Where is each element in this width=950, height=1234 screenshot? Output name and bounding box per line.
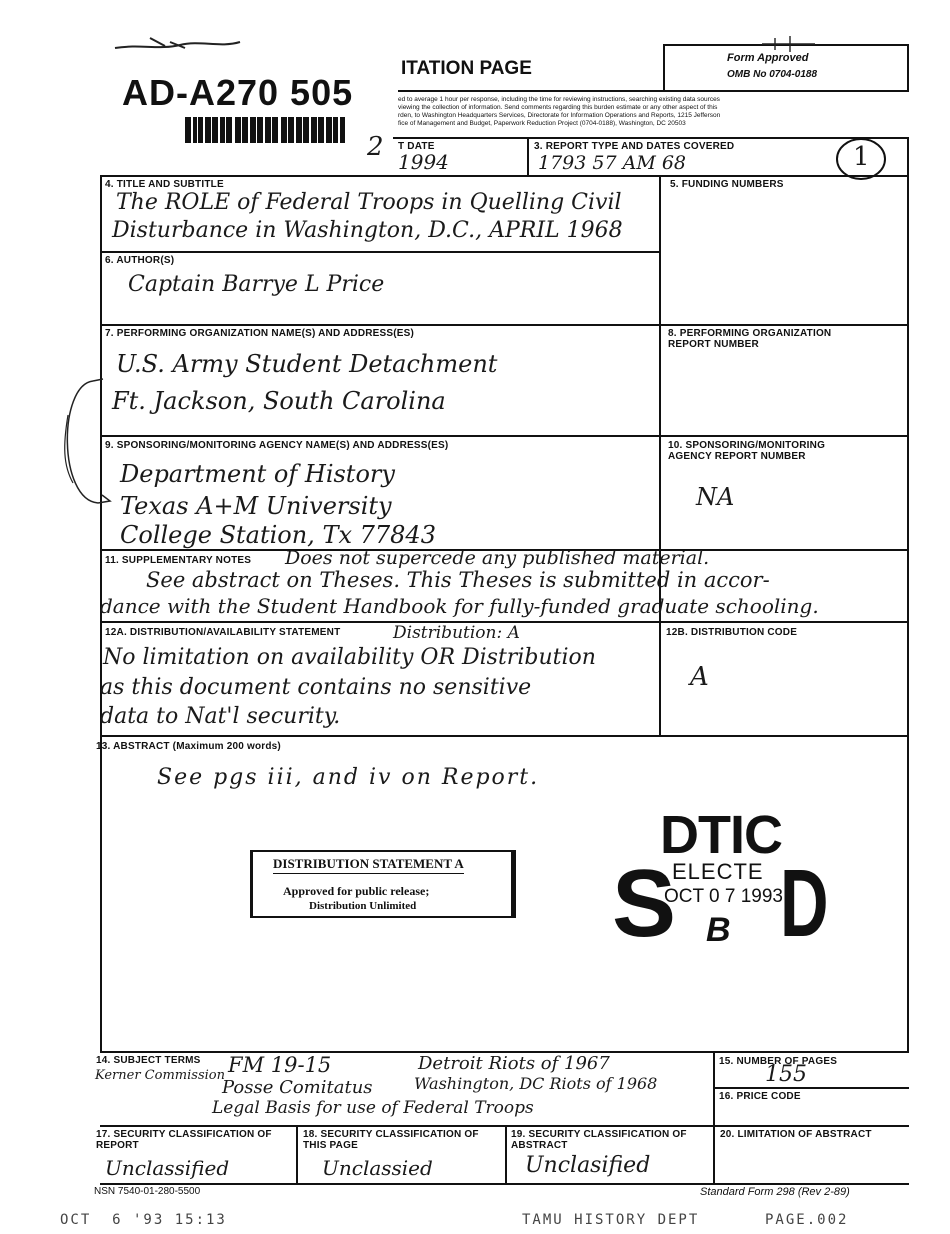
subject-detroit: Detroit Riots of 1967 bbox=[418, 1053, 610, 1074]
dist-stamp-unlimited: Distribution Unlimited bbox=[309, 900, 417, 912]
subject-posse: Posse Comitatus bbox=[222, 1077, 373, 1098]
electe-text: ELECTE bbox=[672, 859, 764, 884]
dist-line-1: No limitation on availability OR Distribution bbox=[103, 645, 596, 670]
barcode bbox=[185, 117, 345, 143]
dist-stamp-approved: Approved for public release; bbox=[283, 884, 430, 898]
fax-dept: TAMU HISTORY DEPT bbox=[522, 1212, 700, 1228]
omb-number: OMB No 0704-0188 bbox=[727, 69, 818, 80]
title-line-1: The ROLE of Federal Troops in Quelling Civil bbox=[116, 190, 622, 215]
sponsor-line-1: Department of History bbox=[120, 460, 395, 488]
dtic-stamp bbox=[610, 805, 840, 958]
sec17-label: 17. SECURITY CLASSIFICATION OF REPORT bbox=[96, 1129, 272, 1151]
perf-report-label: 8. PERFORMING ORGANIZATION REPORT NUMBER bbox=[668, 328, 832, 350]
subject-kerner: Kerner Commission bbox=[95, 1068, 225, 1083]
report-date-label: T DATE bbox=[398, 141, 435, 152]
stamp-date: OCT 0 7 1993 bbox=[664, 886, 784, 907]
standard-form: Standard Form 298 (Rev 2-89) bbox=[700, 1186, 850, 1198]
num-pages-label: 15. NUMBER OF PAGES bbox=[719, 1056, 838, 1067]
dist-label: 12A. DISTRIBUTION/AVAILABILITY STATEMENT bbox=[105, 627, 341, 638]
burden-line-2: viewing the collection of information. Send comments regarding this burden estimate or any other aspect of this bbox=[398, 104, 718, 111]
funding-label: 5. FUNDING NUMBERS bbox=[670, 179, 784, 190]
sponsor-report-value: NA bbox=[696, 483, 735, 511]
supp-line-1: Does not supercede any published material. bbox=[285, 547, 710, 569]
fax-page: PAGE.002 bbox=[765, 1212, 849, 1228]
burden-line-4: fice of Management and Budget, Paperwork Reduction Project (0704-0188), Washington, DC 20503 bbox=[398, 120, 686, 127]
stamp-letter-s: S bbox=[612, 850, 677, 957]
dist-code-value: A bbox=[690, 662, 709, 692]
author-label: 6. AUTHOR(S) bbox=[105, 255, 175, 266]
title-label: 4. TITLE AND SUBTITLE bbox=[105, 179, 224, 190]
nsn-number: NSN 7540-01-280-5500 bbox=[94, 1186, 201, 1197]
dist-stamp-title: DISTRIBUTION STATEMENT A bbox=[273, 856, 464, 874]
fax-date: OCT 6 '93 15:13 bbox=[60, 1212, 227, 1228]
burden-line-1: ed to average 1 hour per response, including the time for reviewing instructions, searching existing data sources bbox=[398, 96, 720, 103]
subject-label: 14. SUBJECT TERMS bbox=[96, 1055, 201, 1066]
limit-label: 20. LIMITATION OF ABSTRACT bbox=[720, 1129, 872, 1140]
dist-inline: Distribution: A bbox=[393, 623, 520, 643]
subject-legal: Legal Basis for use of Federal Troops bbox=[212, 1098, 534, 1118]
report-date-value: 1994 bbox=[398, 150, 449, 174]
price-code-label: 16. PRICE CODE bbox=[719, 1091, 801, 1102]
top-right-scribble bbox=[760, 34, 820, 54]
circled-number-value: 1 bbox=[853, 142, 870, 172]
sponsor-line-2: Texas A+M University bbox=[120, 492, 392, 520]
dist-line-2: as this document contains no sensitive bbox=[100, 675, 532, 700]
dtic-text: DTIC bbox=[660, 805, 782, 865]
dist-line-3: data to Nat'l security. bbox=[100, 704, 341, 729]
perf-org-line-1: U.S. Army Student Detachment bbox=[116, 350, 498, 378]
sec18-label: 18. SECURITY CLASSIFICATION OF THIS PAGE bbox=[303, 1129, 479, 1151]
handwritten-mark-2: 2 bbox=[367, 132, 384, 162]
stamp-letter-b: B bbox=[706, 911, 731, 949]
burden-line-3: rden, to Washington Headquarters Services, Directorate for Information Operations and Reports, 1215 Jefferson bbox=[398, 112, 721, 119]
abstract-value: See pgs iii, and iv on Report. bbox=[157, 765, 540, 790]
supp-notes-label: 11. SUPPLEMENTARY NOTES bbox=[105, 555, 252, 566]
report-type-value: 1793 57 AM 68 bbox=[538, 152, 687, 174]
ad-number: AD-A270 505 bbox=[122, 72, 354, 113]
page-title: ITATION PAGE bbox=[401, 58, 532, 79]
form-approved: Form Approved bbox=[727, 52, 809, 64]
perf-org-line-2: Ft. Jackson, South Carolina bbox=[112, 387, 446, 415]
sec19-label: 19. SECURITY CLASSIFICATION OF ABSTRACT bbox=[511, 1129, 687, 1151]
header-scribble bbox=[110, 30, 250, 54]
num-pages-value: 155 bbox=[765, 1062, 807, 1087]
perf-org-label: 7. PERFORMING ORGANIZATION NAME(S) AND ADDRESS(ES) bbox=[105, 328, 415, 339]
abstract-label: 13. ABSTRACT (Maximum 200 words) bbox=[96, 741, 281, 752]
sponsor-line-3: College Station, Tx 77843 bbox=[120, 521, 436, 549]
sponsor-label: 9. SPONSORING/MONITORING AGENCY NAME(S) AND ADDRESS(ES) bbox=[105, 440, 449, 451]
sponsor-report-label: 10. SPONSORING/MONITORING AGENCY REPORT NUMBER bbox=[668, 440, 826, 462]
title-line-2: Disturbance in Washington, D.C., APRIL 1968 bbox=[112, 218, 623, 243]
distribution-stamp bbox=[250, 850, 516, 918]
supp-line-2: See abstract on Theses. This Theses is submitted in accor- bbox=[146, 568, 770, 592]
dist-code-label: 12B. DISTRIBUTION CODE bbox=[666, 627, 798, 638]
sec18-value: Unclassied bbox=[322, 1156, 433, 1180]
sec19-value: Unclasified bbox=[525, 1153, 651, 1178]
supp-line-3: dance with the Student Handbook for fully-funded graduate schooling. bbox=[100, 594, 819, 618]
report-type-label: 3. REPORT TYPE AND DATES COVERED bbox=[534, 141, 735, 152]
subject-wash: Washington, DC Riots of 1968 bbox=[414, 1074, 658, 1093]
subject-fm: FM 19-15 bbox=[228, 1053, 332, 1077]
sec17-value: Unclassified bbox=[105, 1156, 230, 1180]
stamp-letter-d: D bbox=[780, 850, 829, 957]
author-value: Captain Barrye L Price bbox=[128, 272, 385, 297]
